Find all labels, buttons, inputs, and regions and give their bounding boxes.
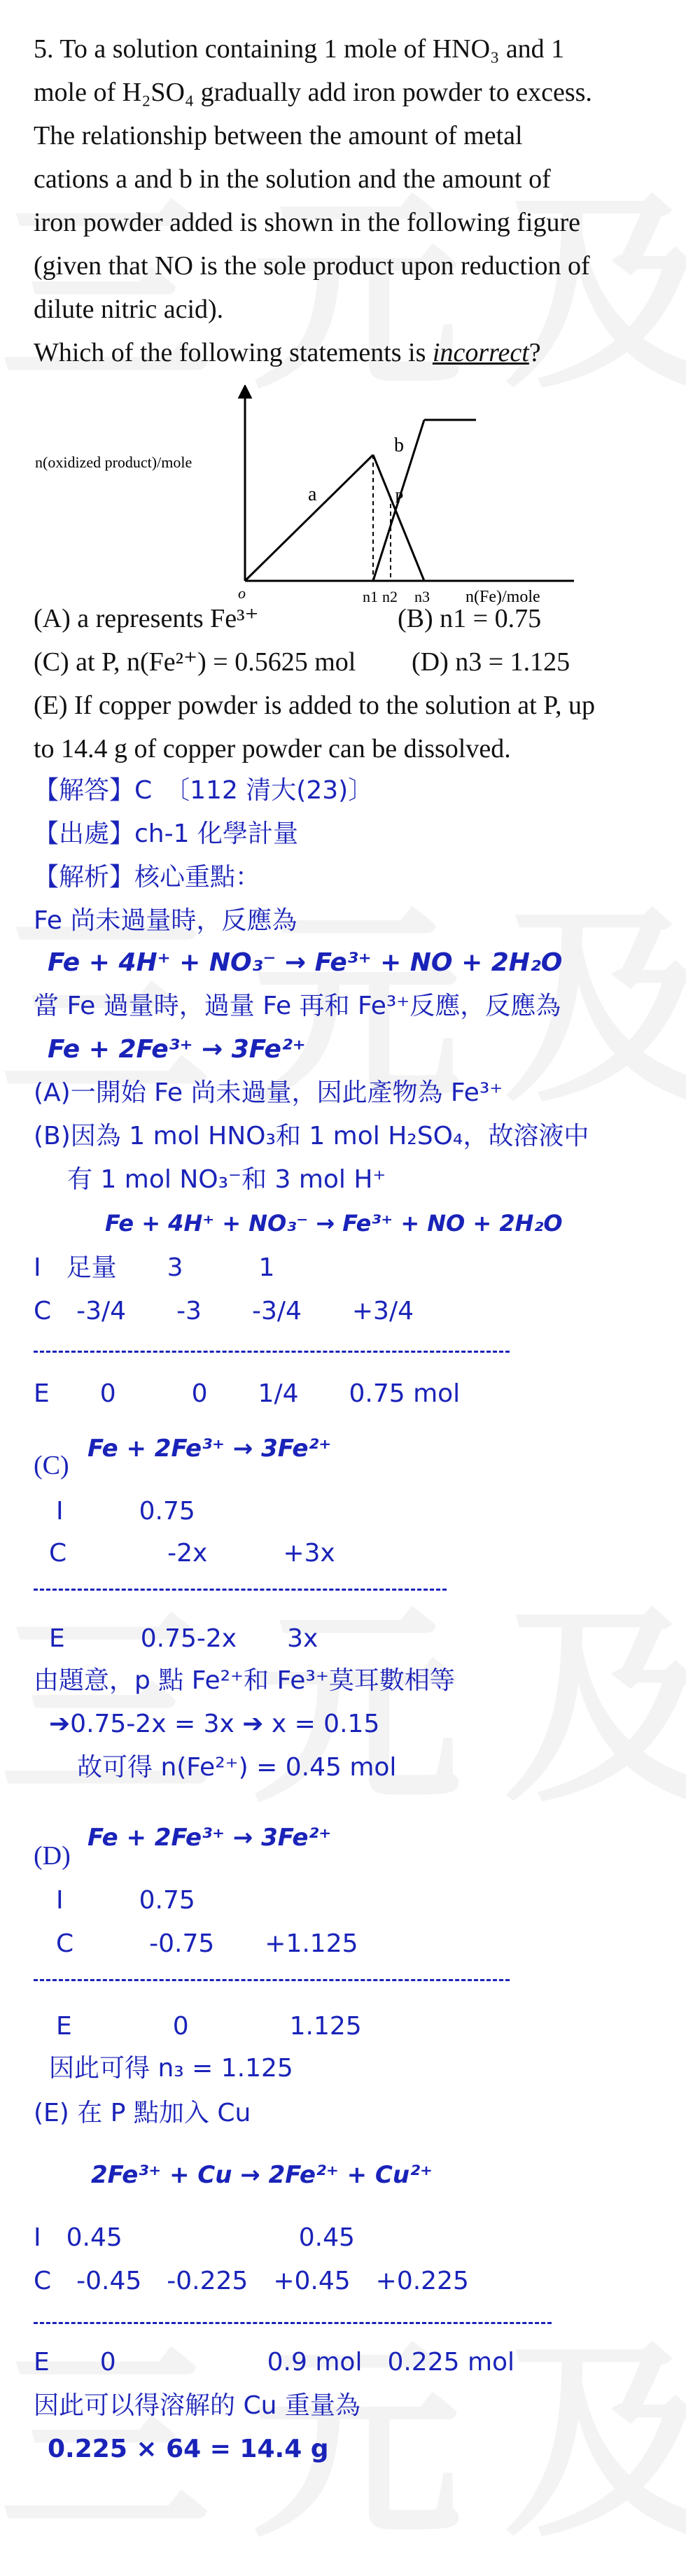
ice-divider (34, 1351, 510, 1353)
origin-label: o (238, 584, 246, 602)
final-result: 0.225 × 64 = 14.4 g (48, 2435, 329, 2463)
equation-2: Fe + 2Fe³⁺ → 3Fe²⁺ (48, 1035, 306, 1064)
ice-row-c: C -2x +3x (49, 1539, 335, 1568)
explain-d-text: 因此可得 n₃ = 1.125 (49, 2054, 293, 2083)
ice-row-e: E 0 0 1/4 0.75 mol (34, 1379, 461, 1408)
solution-text: 當 Fe 過量時，過量 Fe 再和 Fe³⁺反應，反應為 (34, 992, 561, 1020)
explain-b-line2: 有 1 mol NO₃⁻和 3 mol H⁺ (67, 1165, 386, 1194)
analysis-heading: 【解析】核心重點： (34, 863, 261, 892)
ice-row-c: C -0.75 +1.125 (56, 1929, 358, 1958)
solution-text: Fe 尚未過量時，反應為 (34, 906, 298, 935)
tick-n1: n1 (363, 588, 378, 605)
watermark-bottom (0, 2274, 686, 2576)
question-line: mole of H₂SO₄ gradually add iron powder to excess. (34, 78, 592, 107)
question-line: (given that NO is the sole product upon reduction of (34, 251, 590, 281)
equation-c: Fe + 2Fe³⁺ → 3Fe²⁺ (88, 1435, 332, 1463)
option-d: (D) n3 = 1.125 (412, 647, 570, 677)
tick-n3: n3 (414, 588, 430, 605)
option-e-line2: to 14.4 g of copper powder can be dissolved. (34, 734, 511, 763)
question-line: dilute nitric acid). (34, 295, 224, 324)
ice-row-i: I 0.75 (56, 1886, 195, 1915)
ice-divider (34, 1589, 447, 1591)
y-axis-label: n(oxidized product)/mole (35, 453, 192, 471)
ice-row-e: E 0 0.9 mol 0.225 mol (34, 2348, 515, 2377)
question-line: cations a and b in the solution and the amount of (34, 164, 551, 194)
keyword-incorrect: incorrect (432, 338, 529, 367)
explain-c-label: (C) (34, 1451, 69, 1480)
ice-divider (34, 1979, 510, 1981)
ice-divider (34, 2322, 552, 2324)
x-axis-label: n(Fe)/mole (465, 588, 540, 606)
ice-row-c: C -3/4 -3 -3/4 +3/4 (34, 1297, 414, 1325)
y-axis-arrow (239, 386, 251, 397)
answer-line: 【解答】C 〔112 清大(23)〕 (34, 776, 374, 805)
source-line: 【出處】ch-1 化學計量 (34, 819, 298, 848)
explain-c-text: ➔0.75-2x = 3x ➔ x = 0.15 (49, 1710, 380, 1738)
explain-e-label: (E) 在 P 點加入 Cu (34, 2099, 251, 2127)
ice-row-i: I 足量 3 1 (34, 1253, 275, 1282)
ice-row-e: E 0 1.125 (56, 2012, 362, 2041)
explain-b-line1: (B)因為 1 mol HNO₃和 1 mol H₂SO₄，故溶液中 (34, 1122, 589, 1150)
option-b: (B) n1 = 0.75 (398, 604, 542, 633)
ice-row-i: I 0.45 0.45 (34, 2223, 355, 2252)
explain-c-text: 故可得 n(Fe²⁺) = 0.45 mol (77, 1753, 397, 1782)
question-line: The relationship between the amount of metal (34, 121, 523, 150)
option-c: (C) at P, n(Fe²⁺) = 0.5625 mol (34, 647, 356, 677)
option-e-line1: (E) If copper powder is added to the solution at P, up (34, 691, 596, 720)
option-a: (A) a represents Fe³⁺ (34, 604, 259, 633)
explain-c-text: 由題意，p 點 Fe²⁺和 Fe³⁺莫耳數相等 (34, 1666, 455, 1695)
ice-row-i: I 0.75 (56, 1497, 195, 1526)
question-prompt: Which of the following statements is incorrect? (34, 338, 541, 367)
point-p-label: P (395, 488, 404, 506)
explain-e-text: 因此可以得溶解的 Cu 重量為 (34, 2391, 360, 2420)
question-line: iron powder added is shown in the following figure (34, 208, 580, 237)
curve-a-rise (245, 455, 373, 581)
equation-d: Fe + 2Fe³⁺ → 3Fe²⁺ (88, 1824, 332, 1852)
equation-1: Fe + 4H⁺ + NO₃⁻ → Fe³⁺ + NO + 2H₂O (48, 948, 563, 977)
ice-row-c: C -0.45 -0.225 +0.45 +0.225 (34, 2267, 469, 2295)
equation-b: Fe + 4H⁺ + NO₃⁻ → Fe³⁺ + NO + 2H₂O (105, 1210, 563, 1237)
curve-b-label: b (394, 435, 404, 456)
tick-n2: n2 (382, 588, 398, 605)
curve-a-fall (373, 455, 424, 581)
equation-e: 2Fe³⁺ + Cu → 2Fe²⁺ + Cu²⁺ (91, 2161, 433, 2189)
explain-a: (A)一開始 Fe 尚未過量，因此產物為 Fe³⁺ (34, 1078, 503, 1107)
curve-a-label: a (308, 484, 317, 505)
reaction-graph (28, 385, 658, 616)
question-line: 5. To a solution containing 1 mole of HNO₃ and 1 (34, 34, 565, 64)
ice-row-e: E 0.75-2x 3x (49, 1624, 318, 1653)
explain-d-label: (D) (34, 1841, 71, 1871)
